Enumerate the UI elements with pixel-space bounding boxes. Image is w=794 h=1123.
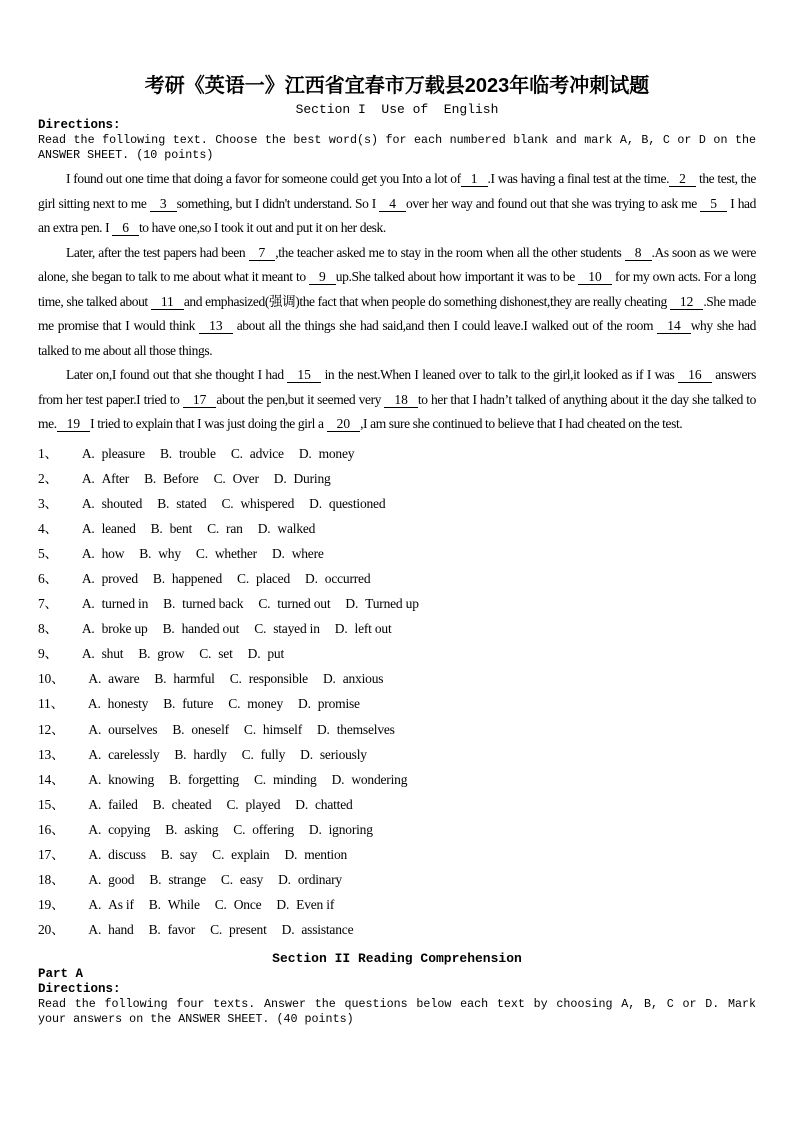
- option-letter: A.: [81, 596, 95, 612]
- question-7-option-C: C. turned out: [258, 596, 331, 612]
- question-number: 12、: [38, 721, 65, 737]
- option-letter: D.: [317, 721, 330, 737]
- option-letter: A.: [88, 872, 102, 888]
- question-12-option-C: C. himself: [243, 721, 302, 737]
- question-13-option-B: B. hardly: [174, 746, 227, 762]
- option-letter: C.: [195, 545, 208, 561]
- option-letter: B.: [159, 445, 172, 461]
- question-16-option-D: D. ignoring: [308, 821, 373, 837]
- question-number: 19、: [38, 897, 65, 913]
- question-13-option-D: D. seriously: [300, 746, 367, 762]
- question-19-option-D: D. Even if: [276, 897, 335, 913]
- option-letter: B.: [160, 847, 173, 862]
- question-row-14: [38, 767, 756, 792]
- question-6-option-D: D. occurred: [305, 570, 371, 586]
- option-letter: D.: [331, 771, 345, 787]
- section2-directions-text: Read the following four texts. Answer the questions below each text by choosing A, B, C or D. Mark your answers on the ANSWER SHEET. (40 points): [38, 997, 756, 1027]
- question-row-2: [38, 466, 756, 491]
- cloze-blank-8: 8: [625, 245, 652, 261]
- cloze-blank-11: 11: [151, 294, 184, 310]
- question-17-option-C: C. explain: [212, 847, 270, 862]
- question-2-option-B: B. Before: [144, 470, 199, 486]
- option-letter: D.: [295, 796, 308, 812]
- option-letter: D.: [308, 821, 322, 837]
- question-row-10: [38, 666, 756, 691]
- option-letter: C.: [199, 646, 212, 662]
- question-15-option-B: B. cheated: [152, 796, 212, 812]
- question-20-option-C: C. present: [210, 922, 267, 938]
- option-letter: C.: [243, 721, 256, 737]
- question-17-option-A: A. discuss: [88, 847, 146, 862]
- question-8-option-D: D. left out: [334, 621, 392, 637]
- question-8-option-B: B. handed out: [162, 621, 240, 637]
- question-9-option-C: C. set: [199, 646, 233, 662]
- question-3-option-A: A. shouted: [81, 495, 143, 511]
- question-row-7: [38, 591, 756, 616]
- option-letter: B.: [163, 696, 176, 712]
- option-letter: A.: [88, 746, 102, 762]
- option-letter: D.: [276, 897, 290, 913]
- question-15-option-D: D. chatted: [295, 796, 353, 812]
- question-12-option-D: D. themselves: [317, 721, 395, 737]
- question-16-option-B: B. asking: [165, 821, 219, 837]
- question-row-11: [38, 691, 756, 716]
- question-15-option-A: A. failed: [88, 796, 138, 812]
- cloze-blank-16: 16: [678, 367, 712, 383]
- question-16-option-A: A. copying: [88, 821, 151, 837]
- question-7-option-D: D. Turned up: [345, 596, 419, 612]
- cloze-blank-13: 13: [199, 318, 233, 334]
- question-3-option-B: B. stated: [157, 495, 207, 511]
- option-letter: C.: [229, 671, 242, 687]
- option-letter: D.: [273, 470, 287, 486]
- section1-directions-text: Read the following text. Choose the best word(s) for each numbered blank and mark A, B, C or D on the ANSWER SHEET. (10 points): [38, 133, 756, 162]
- option-letter: B.: [148, 897, 161, 913]
- cloze-blank-14: 14: [657, 318, 691, 334]
- question-3-option-C: C. whispered: [221, 495, 295, 511]
- question-1-option-A: A. pleasure: [81, 445, 145, 461]
- question-number: 5、: [38, 545, 58, 561]
- option-letter: C.: [228, 696, 241, 712]
- cloze-blank-6: 6: [112, 220, 139, 236]
- question-8-option-A: A. broke up: [81, 621, 148, 637]
- question-list: [38, 441, 756, 943]
- question-18-option-A: A. good: [88, 872, 135, 888]
- question-5-option-C: C. whether: [195, 545, 257, 561]
- question-1-option-C: C. advice: [230, 445, 284, 461]
- section2-heading: Section II Reading Comprehension: [272, 951, 522, 967]
- option-letter: A.: [81, 545, 95, 561]
- passage-paragraph: I found out one time that doing a favor for someone could get you Into a lot of 1 .I was having a final test at the time. 2 the test, the girl sitting next to me 3 something, but I didn't understand. So I 4 over her way and found out that she was trying to ask me 5 I had an extra pen. I 6 to have one,so I took it out and put it on her desk.: [38, 171, 756, 235]
- cloze-blank-20: 20: [327, 416, 361, 432]
- option-letter: B.: [154, 671, 167, 687]
- option-letter: A.: [88, 721, 102, 737]
- cloze-blank-3: 3: [150, 196, 177, 212]
- question-number: 7、: [38, 596, 58, 612]
- cloze-blank-15: 15: [287, 367, 321, 383]
- question-4-option-A: A. leaned: [81, 520, 136, 536]
- question-18-option-D: D. ordinary: [278, 872, 342, 888]
- cloze-blank-7: 7: [249, 245, 276, 261]
- option-letter: B.: [169, 771, 181, 787]
- question-19-option-C: C. Once: [214, 897, 262, 913]
- question-11-option-D: D. promise: [298, 696, 360, 712]
- option-letter: A.: [88, 897, 102, 913]
- option-letter: A.: [88, 821, 102, 837]
- question-number: 2、: [38, 470, 58, 486]
- option-letter: D.: [284, 847, 298, 862]
- question-5-option-A: A. how: [81, 545, 125, 561]
- cloze-blank-10: 10: [578, 269, 612, 285]
- question-row-9: [38, 641, 756, 666]
- question-row-19: [38, 892, 756, 917]
- option-letter: A.: [81, 445, 95, 461]
- option-letter: A.: [81, 646, 95, 662]
- option-letter: D.: [247, 646, 261, 662]
- option-letter: B.: [138, 646, 151, 662]
- cloze-blank-17: 17: [183, 392, 217, 408]
- question-row-16: [38, 817, 756, 842]
- question-14-option-B: B. forgetting: [169, 771, 239, 787]
- question-9-option-D: D. put: [247, 646, 285, 662]
- question-9-option-B: B. grow: [138, 646, 185, 662]
- option-letter: C.: [226, 796, 239, 812]
- option-letter: B.: [148, 922, 161, 938]
- question-10-option-A: A. aware: [88, 671, 140, 687]
- option-letter: C.: [258, 596, 271, 612]
- option-letter: D.: [300, 746, 313, 762]
- question-10-option-B: B. harmful: [154, 671, 215, 687]
- question-number: 1、: [38, 445, 58, 461]
- option-letter: D.: [298, 445, 312, 461]
- question-18-option-B: B. strange: [149, 872, 206, 888]
- question-7-option-A: A. turned in: [81, 596, 149, 612]
- cloze-blank-1: 1: [461, 171, 488, 187]
- question-3-option-D: D. questioned: [309, 495, 386, 511]
- option-letter: B.: [149, 872, 162, 888]
- option-letter: B.: [152, 570, 165, 586]
- question-11-option-A: A. honesty: [87, 696, 149, 712]
- option-letter: C.: [221, 495, 234, 511]
- question-2-option-D: D. During: [273, 470, 331, 486]
- cloze-blank-19: 19: [57, 416, 91, 432]
- option-letter: C.: [210, 922, 223, 938]
- question-7-option-B: B. turned back: [163, 596, 244, 612]
- question-number: 8、: [38, 621, 58, 637]
- question-row-1: [38, 441, 756, 466]
- question-number: 18、: [38, 872, 65, 888]
- option-letter: B.: [163, 596, 176, 612]
- option-letter: B.: [165, 821, 178, 837]
- option-letter: A.: [88, 796, 102, 812]
- question-number: 13、: [38, 746, 65, 762]
- question-number: 10、: [38, 671, 65, 687]
- question-6-option-C: C. placed: [237, 570, 291, 586]
- option-letter: A.: [81, 570, 95, 586]
- option-letter: C.: [207, 520, 220, 536]
- question-12-option-A: A. ourselves: [88, 721, 158, 737]
- question-10-option-C: C. responsible: [229, 671, 308, 687]
- option-letter: D.: [278, 872, 291, 888]
- option-letter: C.: [220, 872, 233, 888]
- question-number: 4、: [38, 520, 58, 536]
- option-letter: A.: [81, 495, 95, 511]
- question-row-13: [38, 742, 756, 767]
- page-title: 考研《英语一》江西省宜春市万载县2023年临考冲刺试题: [144, 75, 650, 97]
- question-12-option-B: B. oneself: [172, 721, 229, 737]
- option-letter: A.: [81, 520, 95, 536]
- question-row-5: [38, 541, 756, 566]
- question-8-option-C: C. stayed in: [254, 621, 320, 637]
- option-letter: A.: [81, 470, 95, 486]
- question-1-option-D: D. money: [298, 445, 355, 461]
- question-20-option-A: A. hand: [88, 922, 134, 938]
- question-16-option-C: C. offering: [233, 821, 294, 837]
- section2-part-label: Part A: [38, 967, 84, 982]
- question-5-option-B: B. why: [139, 545, 181, 561]
- question-10-option-D: D. anxious: [322, 671, 384, 687]
- question-14-option-D: D. wondering: [331, 771, 408, 787]
- question-4-option-B: B. bent: [150, 520, 193, 536]
- option-letter: C.: [213, 470, 226, 486]
- option-letter: D.: [281, 922, 295, 938]
- question-row-15: [38, 792, 756, 817]
- option-letter: A.: [88, 847, 102, 862]
- cloze-blank-5: 5: [700, 196, 727, 212]
- question-row-8: [38, 616, 756, 641]
- option-letter: D.: [305, 570, 318, 586]
- question-17-option-D: D. mention: [284, 847, 348, 862]
- question-2-option-C: C. Over: [213, 470, 259, 486]
- question-11-option-C: C. money: [228, 696, 284, 712]
- question-number: 14、: [38, 771, 65, 787]
- question-13-option-A: A. carelessly: [88, 746, 160, 762]
- passage-paragraph: Later on,I found out that she thought I had 15 in the nest.When I leaned over to talk to the girl,it looked as if I was 16 answers from her test paper.I tried to 17 about the pen,but it seemed very 18 to her that I hadn’t talked of anything about it the day she talked to me. 19 I tried to explain that I was just doing the girl a 20 ,I am sure she continued to believe that I had cheated on the test.: [38, 367, 756, 431]
- option-letter: D.: [309, 495, 322, 511]
- option-letter: D.: [271, 545, 285, 561]
- question-20-option-B: B. favor: [148, 922, 196, 938]
- question-11-option-B: B. future: [163, 696, 214, 712]
- option-letter: C.: [212, 847, 225, 862]
- cloze-blank-18: 18: [384, 392, 418, 408]
- question-20-option-D: D. assistance: [281, 922, 354, 938]
- question-row-18: [38, 867, 756, 892]
- question-13-option-C: C. fully: [241, 746, 286, 762]
- option-letter: C.: [241, 746, 254, 762]
- question-1-option-B: B. trouble: [159, 445, 216, 461]
- question-6-option-B: B. happened: [152, 570, 223, 586]
- option-letter: B.: [144, 470, 157, 486]
- question-row-6: [38, 566, 756, 591]
- question-number: 9、: [38, 646, 58, 662]
- question-number: 3、: [38, 495, 58, 511]
- option-letter: C.: [254, 621, 267, 637]
- option-letter: C.: [233, 821, 246, 837]
- option-letter: C.: [237, 570, 249, 586]
- question-row-17: [38, 842, 756, 867]
- question-4-option-D: D. walked: [257, 520, 316, 536]
- section1-directions-label: Directions:: [38, 118, 121, 132]
- question-row-20: [38, 917, 756, 942]
- option-letter: B.: [162, 621, 175, 637]
- cloze-blank-12: 12: [670, 294, 704, 310]
- question-18-option-C: C. easy: [220, 872, 264, 888]
- option-letter: A.: [88, 771, 102, 787]
- option-letter: A.: [88, 922, 102, 938]
- question-14-option-C: C. minding: [253, 771, 317, 787]
- option-letter: B.: [139, 545, 152, 561]
- question-row-3: [38, 491, 756, 516]
- question-5-option-D: D. where: [271, 545, 324, 561]
- option-letter: D.: [345, 596, 359, 612]
- section1-heading: Section I Use of English: [295, 102, 499, 117]
- question-row-4: [38, 516, 756, 541]
- option-letter: B.: [172, 721, 185, 737]
- option-letter: A.: [87, 696, 101, 712]
- question-17-option-B: B. say: [160, 847, 198, 862]
- question-number: 11、: [38, 696, 64, 712]
- option-letter: C.: [230, 445, 243, 461]
- question-number: 17、: [38, 847, 65, 862]
- question-number: 20、: [38, 922, 65, 938]
- option-letter: A.: [81, 621, 95, 637]
- question-4-option-C: C. ran: [207, 520, 243, 536]
- option-letter: B.: [174, 746, 187, 762]
- option-letter: C.: [253, 771, 266, 787]
- option-letter: B.: [150, 520, 163, 536]
- option-letter: B.: [152, 796, 165, 812]
- option-letter: D.: [257, 520, 271, 536]
- question-2-option-A: A. After: [81, 470, 130, 486]
- option-letter: D.: [322, 671, 336, 687]
- cloze-blank-9: 9: [309, 269, 336, 285]
- cloze-blank-4: 4: [379, 196, 406, 212]
- option-letter: A.: [88, 671, 102, 687]
- cloze-blank-2: 2: [669, 171, 696, 187]
- question-number: 16、: [38, 821, 65, 837]
- option-letter: D.: [298, 696, 311, 712]
- question-6-option-A: A. proved: [81, 570, 138, 586]
- question-row-12: [38, 717, 756, 742]
- option-letter: C.: [214, 897, 227, 913]
- question-number: 15、: [38, 796, 65, 812]
- question-9-option-A: A. shut: [81, 646, 124, 662]
- option-letter: D.: [334, 621, 348, 637]
- question-19-option-A: A. As if: [88, 897, 134, 913]
- question-19-option-B: B. While: [148, 897, 200, 913]
- passage: [38, 167, 756, 437]
- passage-paragraph: Later, after the test papers had been 7 ,the teacher asked me to stay in the room when all the other students 8 .As soon as we were alone, she began to talk to me about what it meant to 9 up.She talked about how important it was to be 10 for my own acts. For a long time, she talked about 11 and emphasized(强调)the fact that when people do something dishonest,they are really cheating 12 .She made me promise that I would think 13 about all the things she had said,and then I could leave.I walked out of the room 14 why she had talked to me about all those things.: [38, 244, 757, 358]
- question-14-option-A: A. knowing: [88, 771, 154, 787]
- question-number: 6、: [38, 570, 58, 586]
- question-15-option-C: C. played: [226, 796, 281, 812]
- option-letter: B.: [157, 495, 170, 511]
- section2-directions-label: Directions:: [38, 982, 121, 997]
